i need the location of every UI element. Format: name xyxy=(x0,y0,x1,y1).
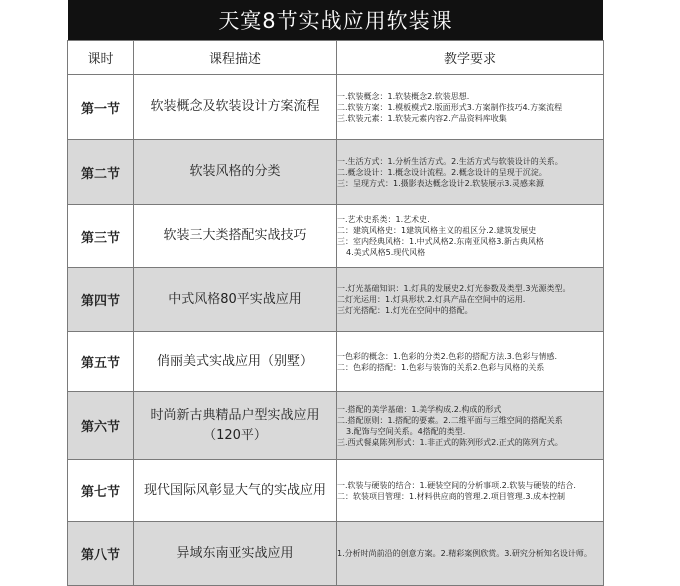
period-cell: 第七节 xyxy=(68,460,134,522)
requirement-line: 一.灯光基础知识：1.灯具的发展史2.灯光参数及类型.3光源类型。 xyxy=(337,284,571,293)
description-cell xyxy=(134,392,337,460)
requirements-cell xyxy=(337,75,604,140)
requirements-cell xyxy=(337,522,604,586)
requirements-cell xyxy=(337,392,604,460)
requirement-line: 三：室内经典风格：1.中式风格2.东南亚风格3.新古典风格 xyxy=(337,237,544,246)
requirement-line: 一.软装概念：1.软装概念2.软装思想. xyxy=(337,91,470,101)
requirement-line: 一.生活方式：1.分析生活方式。2.生活方式与软装设计的关系。 xyxy=(337,156,563,166)
table-row xyxy=(68,75,604,140)
requirements-cell xyxy=(337,140,604,205)
table-header-row xyxy=(68,41,604,75)
description-cell: 现代国际风彰显大气的实战应用 xyxy=(134,460,337,522)
requirement-line: 三.西式餐桌陈列形式：1.非正式的陈列形式2.正式的陈列方式。 xyxy=(337,437,563,447)
description-cell: 俏丽美式实战应用（别墅） xyxy=(134,332,337,392)
requirement-line: 三灯光搭配：1.灯光在空间中的搭配。 xyxy=(337,306,473,315)
requirement-line: 一.软装与硬装的结合：1.硬装空间的分析事项.2.软装与硬装的结合. xyxy=(337,480,576,490)
period-cell: 第八节 xyxy=(68,522,134,586)
requirement-line: 一.艺术史系类：1.艺术史. xyxy=(337,215,430,224)
requirement-line: 二灯光运用：1.灯具形状.2.灯具产品在空间中的运用. xyxy=(337,295,526,304)
description-line: 时尚新古典精品户型实战应用 xyxy=(150,407,320,423)
requirement-line: 三：呈现方式：1.摄影表达概念设计2.软装展示3.灵感来源 xyxy=(337,178,544,188)
table-row xyxy=(68,140,604,205)
table-row xyxy=(68,392,604,460)
requirement-line: 二：建筑风格史：1建筑风格主义的祖区分.2.建筑发展史 xyxy=(337,226,537,235)
description-cell: 软装概念及软装设计方案流程 xyxy=(134,75,337,140)
requirement-line: 二.搭配原则：1.搭配的要素。2.二维平面与三维空间的搭配关系 xyxy=(337,415,563,425)
requirement-line: 三.软装元素：1.软装元素内容2.产品资料库收集 xyxy=(337,113,507,123)
requirement-line: 二：色彩的搭配：1.色彩与装饰的关系2.色彩与风格的关系 xyxy=(337,362,545,372)
course-table xyxy=(67,40,604,586)
requirements-cell xyxy=(337,460,604,522)
period-cell: 第一节 xyxy=(68,75,134,140)
period-cell: 第四节 xyxy=(68,268,134,332)
requirements-cell xyxy=(337,332,604,392)
requirements-cell xyxy=(337,268,604,332)
period-cell: 第六节 xyxy=(68,392,134,460)
table-row xyxy=(68,268,604,332)
course-title: 天寞8节实战应用软装课 xyxy=(68,0,603,40)
period-cell: 第二节 xyxy=(68,140,134,205)
table-row xyxy=(68,522,604,586)
requirements-cell xyxy=(337,205,604,268)
requirement-line: 二.概念设计：1.概念设计流程。2.概念设计的呈现于沉淀。 xyxy=(337,167,547,177)
requirement-line: 一色彩的概念：1.色彩的分类2.色彩的搭配方法.3.色彩与情感. xyxy=(337,351,557,361)
requirement-line: 一.搭配的美学基础：1.美学构成.2.构成的形式 xyxy=(337,404,502,414)
requirement-line: 3.配饰与空间关系。4搭配的类型. xyxy=(346,426,466,436)
table-row xyxy=(68,205,604,268)
description-line: （120平） xyxy=(203,427,267,443)
requirement-line: 4.美式风格5.现代风格 xyxy=(346,248,426,257)
description-cell: 中式风格80平实战应用 xyxy=(134,268,337,332)
requirement-line: 二.软装方案：1.模板模式2.版面形式3.方案制作技巧4.方案流程 xyxy=(337,102,563,112)
table-row xyxy=(68,332,604,392)
header-period: 课时 xyxy=(68,41,134,75)
description-cell: 异域东南亚实战应用 xyxy=(134,522,337,586)
period-cell: 第三节 xyxy=(68,205,134,268)
header-requirements: 教学要求 xyxy=(337,41,604,75)
requirement-line: 1.分析时尚前沿的创意方案。2.精彩案例欣赏。3.研究分析知名设计师。 xyxy=(337,549,592,558)
description-cell: 软装风格的分类 xyxy=(134,140,337,205)
header-description: 课程描述 xyxy=(134,41,337,75)
description-cell: 软装三大类搭配实战技巧 xyxy=(134,205,337,268)
period-cell: 第五节 xyxy=(68,332,134,392)
requirement-line: 二：软装项目管理：1.材料供应商的管理.2.项目管理.3.成本控制 xyxy=(337,491,565,501)
table-row xyxy=(68,460,604,522)
